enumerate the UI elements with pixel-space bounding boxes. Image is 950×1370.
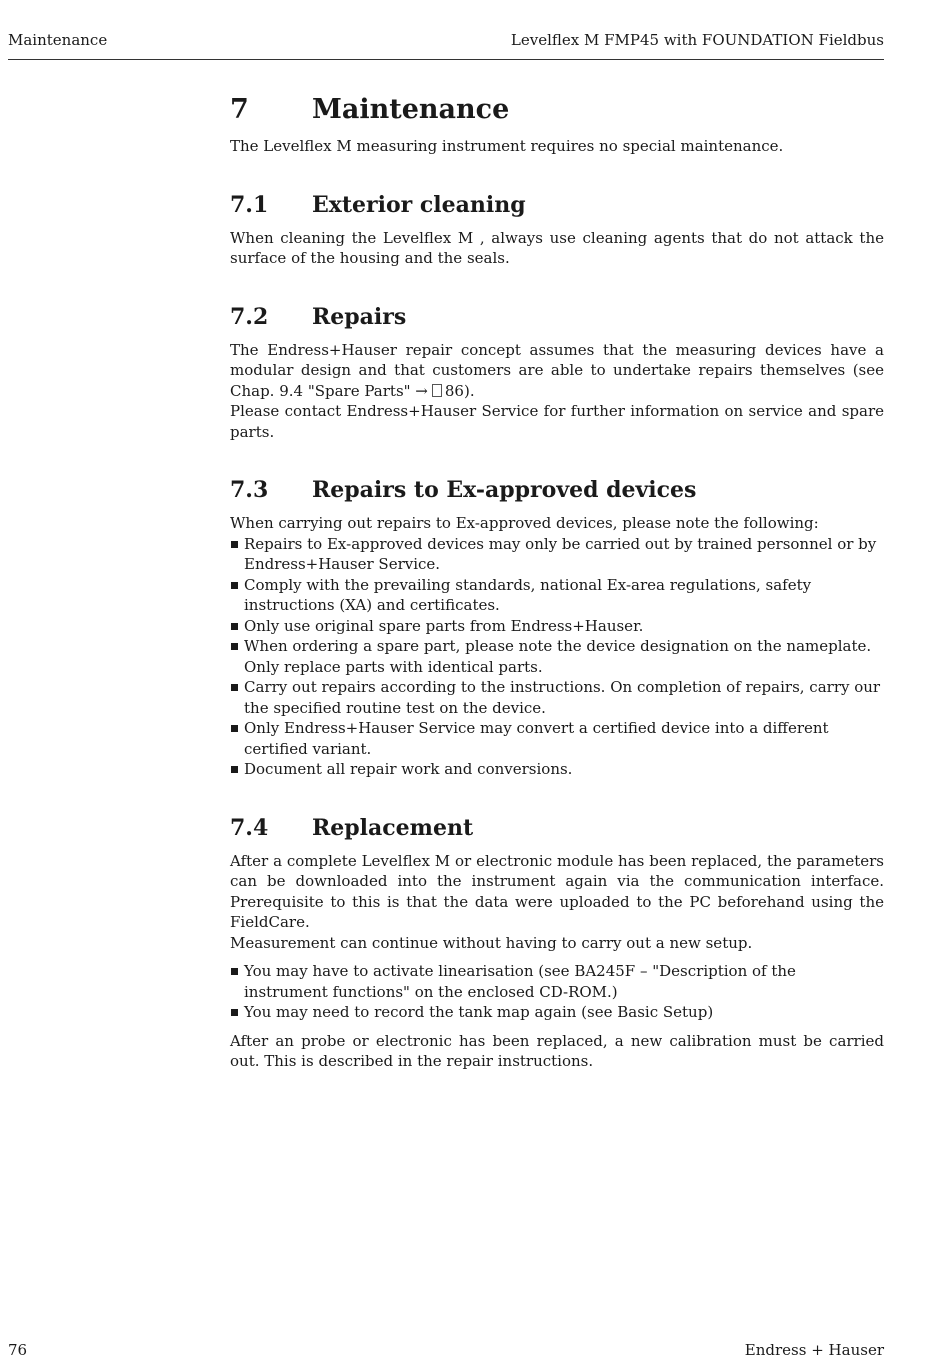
chapter-heading xyxy=(230,92,884,128)
section-number: 7.3 xyxy=(230,477,269,503)
bullet-list xyxy=(230,534,884,780)
section-heading xyxy=(230,813,884,843)
section-number: 7.4 xyxy=(230,814,269,841)
list-item: Document all repair work and conversions. xyxy=(230,759,884,780)
bullet-square-icon xyxy=(231,623,238,630)
bullet-list xyxy=(230,961,884,1023)
chapter-number: 7 xyxy=(230,94,249,125)
bullet-square-icon xyxy=(231,684,238,691)
bullet-square-icon xyxy=(231,725,238,732)
section-title: Repairs to Ex-approved devices xyxy=(312,477,697,503)
section-text xyxy=(230,340,884,443)
section-text: When cleaning the Levelflex M , always use cleaning agents that do not attack the surface of the housing and the seals. xyxy=(230,228,884,267)
chapter-title: Maintenance xyxy=(312,94,510,125)
page-header xyxy=(8,31,884,60)
bullet-square-icon xyxy=(231,643,238,650)
section-title: Replacement xyxy=(312,814,474,841)
service-contact-text: Please contact Endress+Hauser Service for further information on service and spare parts. xyxy=(230,402,884,441)
list-item: You may need to record the tank map again (see Basic Setup) xyxy=(230,1002,884,1023)
chapter-intro: The Levelflex M measuring instrument requires no special maintenance. xyxy=(230,137,784,155)
page-content xyxy=(230,92,884,1105)
bullet-square-icon xyxy=(231,582,238,589)
page-number: 76 xyxy=(8,1341,28,1359)
list-item: When ordering a spare part, please note the device designation on the nameplate. Only replace parts with identical parts. xyxy=(230,636,884,677)
section-text: Measurement can continue without having to carry out a new setup. xyxy=(230,933,753,952)
section-title: Repairs xyxy=(312,303,407,330)
page-reference-icon xyxy=(432,384,442,397)
header-section-title: Maintenance xyxy=(8,31,108,49)
section-number: 7.1 xyxy=(230,191,269,218)
bullet-square-icon xyxy=(231,541,238,548)
section-7-2 xyxy=(230,302,884,443)
section-intro: When carrying out repairs to Ex-approved devices, please note the following: xyxy=(230,514,819,532)
section-number: 7.2 xyxy=(230,303,269,330)
section-heading xyxy=(230,475,884,505)
bullet-square-icon xyxy=(231,766,238,773)
page-reference[interactable]: 86). xyxy=(444,381,475,400)
list-item: Carry out repairs according to the instructions. On completion of repairs, carry our the specified routine test on the device. xyxy=(230,677,884,718)
repair-concept-text: The Endress+Hauser repair concept assumes that the measuring devices have a modular design and that customers are able to undertake repairs themselves (see Chap. 9.4 "Spare Parts" → xyxy=(230,340,884,400)
list-item: Repairs to Ex-approved devices may only be carried out by trained personnel or by Endress+Hauser Service. xyxy=(230,534,884,575)
section-text: After an probe or electronic has been replaced, a new calibration must be carried out. This is described in the repair instructions. xyxy=(230,1031,884,1070)
section-heading xyxy=(230,190,884,220)
chapter-7 xyxy=(230,92,884,157)
header-document-title: Levelflex M FMP45 with FOUNDATION Fieldbus xyxy=(510,31,884,49)
section-7-1 xyxy=(230,190,884,269)
bullet-square-icon xyxy=(231,968,238,975)
list-item: Only Endress+Hauser Service may convert a certified device into a different certified variant. xyxy=(230,718,884,759)
footer-brand: Endress + Hauser xyxy=(744,1341,884,1359)
section-text: After a complete Levelflex M or electronic module has been replaced, the parameters can be downloaded into the instrument again via the communication interface. Prerequisite to this is that the data were uploaded to the PC beforehand using the FieldCare. xyxy=(230,851,884,931)
list-item: Comply with the prevailing standards, national Ex-area regulations, safety instructions (XA) and certificates. xyxy=(230,575,884,616)
section-7-3 xyxy=(230,475,884,780)
section-heading xyxy=(230,302,884,332)
section-title: Exterior cleaning xyxy=(312,191,526,218)
bullet-square-icon xyxy=(231,1009,238,1016)
section-7-4 xyxy=(230,813,884,1072)
list-item: Only use original spare parts from Endress+Hauser. xyxy=(230,616,884,637)
list-item: You may have to activate linearisation (see BA245F – "Description of the instrument functions" on the enclosed CD-ROM.) xyxy=(230,961,884,1002)
